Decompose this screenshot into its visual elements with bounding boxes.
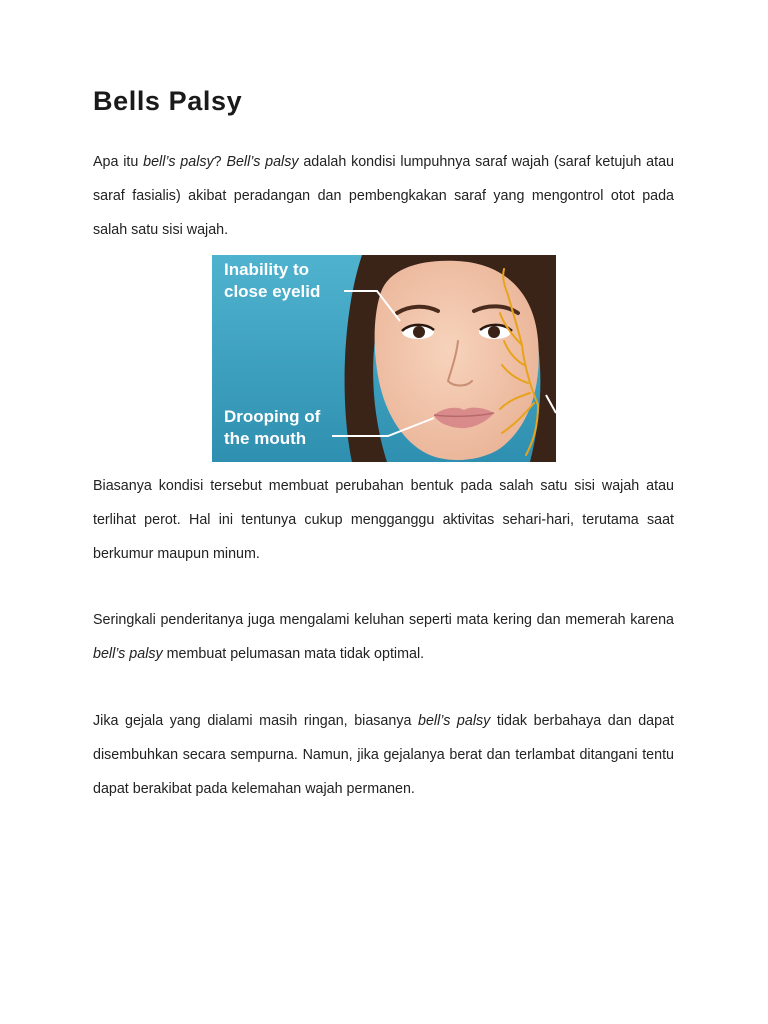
text-run: Seringkali penderitanya juga mengalami keluhan seperti mata kering dan memerah karena [93, 612, 674, 628]
italic-term: bell’s palsy [418, 713, 491, 729]
italic-term: Bell’s palsy [226, 154, 299, 170]
label-drooping-line1: Drooping of [224, 407, 321, 426]
italic-term: bell’s palsy [93, 646, 163, 662]
text-run: membuat pelumasan mata tidak optimal. [162, 646, 425, 662]
text-run: Jika gejala yang dialami masih ringan, biasanya [93, 713, 419, 729]
paragraph-definition [93, 145, 674, 247]
label-inability-line1: Inability to [224, 260, 309, 279]
text-run: Biasanya kondisi tersebut membuat perubahan bentuk pada salah satu sisi wajah atau terlihat perot. Hal ini tentunya cukup mengganggu aktivitas sehari-hari, terutama saat berkumur maupun minum. [93, 478, 674, 562]
paragraph-prognosis [93, 704, 674, 806]
label-drooping-line2: the mouth [224, 429, 307, 448]
page-title: Bells Palsy [93, 86, 243, 116]
label-inability-line2: close eyelid [224, 282, 321, 301]
left-eye [402, 325, 434, 339]
text-run: tidak berbahaya dan dapat disembuhkan secara sempurna. Namun, jika gejalanya berat dan terlambat ditangani tentu dapat berakibat pada kelemahan wajah permanen. [93, 713, 675, 797]
text-run: ? [213, 154, 227, 170]
text-run: adalah kondisi lumpuhnya saraf wajah (saraf ketujuh atau saraf fasialis) akibat peradangan dan pembengkakan saraf yang mengontrol otot pada salah satu sisi wajah. [93, 154, 674, 238]
bells-palsy-illustration [212, 255, 556, 462]
text-run: Apa itu [93, 154, 144, 170]
paragraph-symptoms [93, 469, 674, 571]
paragraph-dry-eyes [93, 603, 674, 671]
italic-term: bell’s palsy [143, 154, 214, 170]
